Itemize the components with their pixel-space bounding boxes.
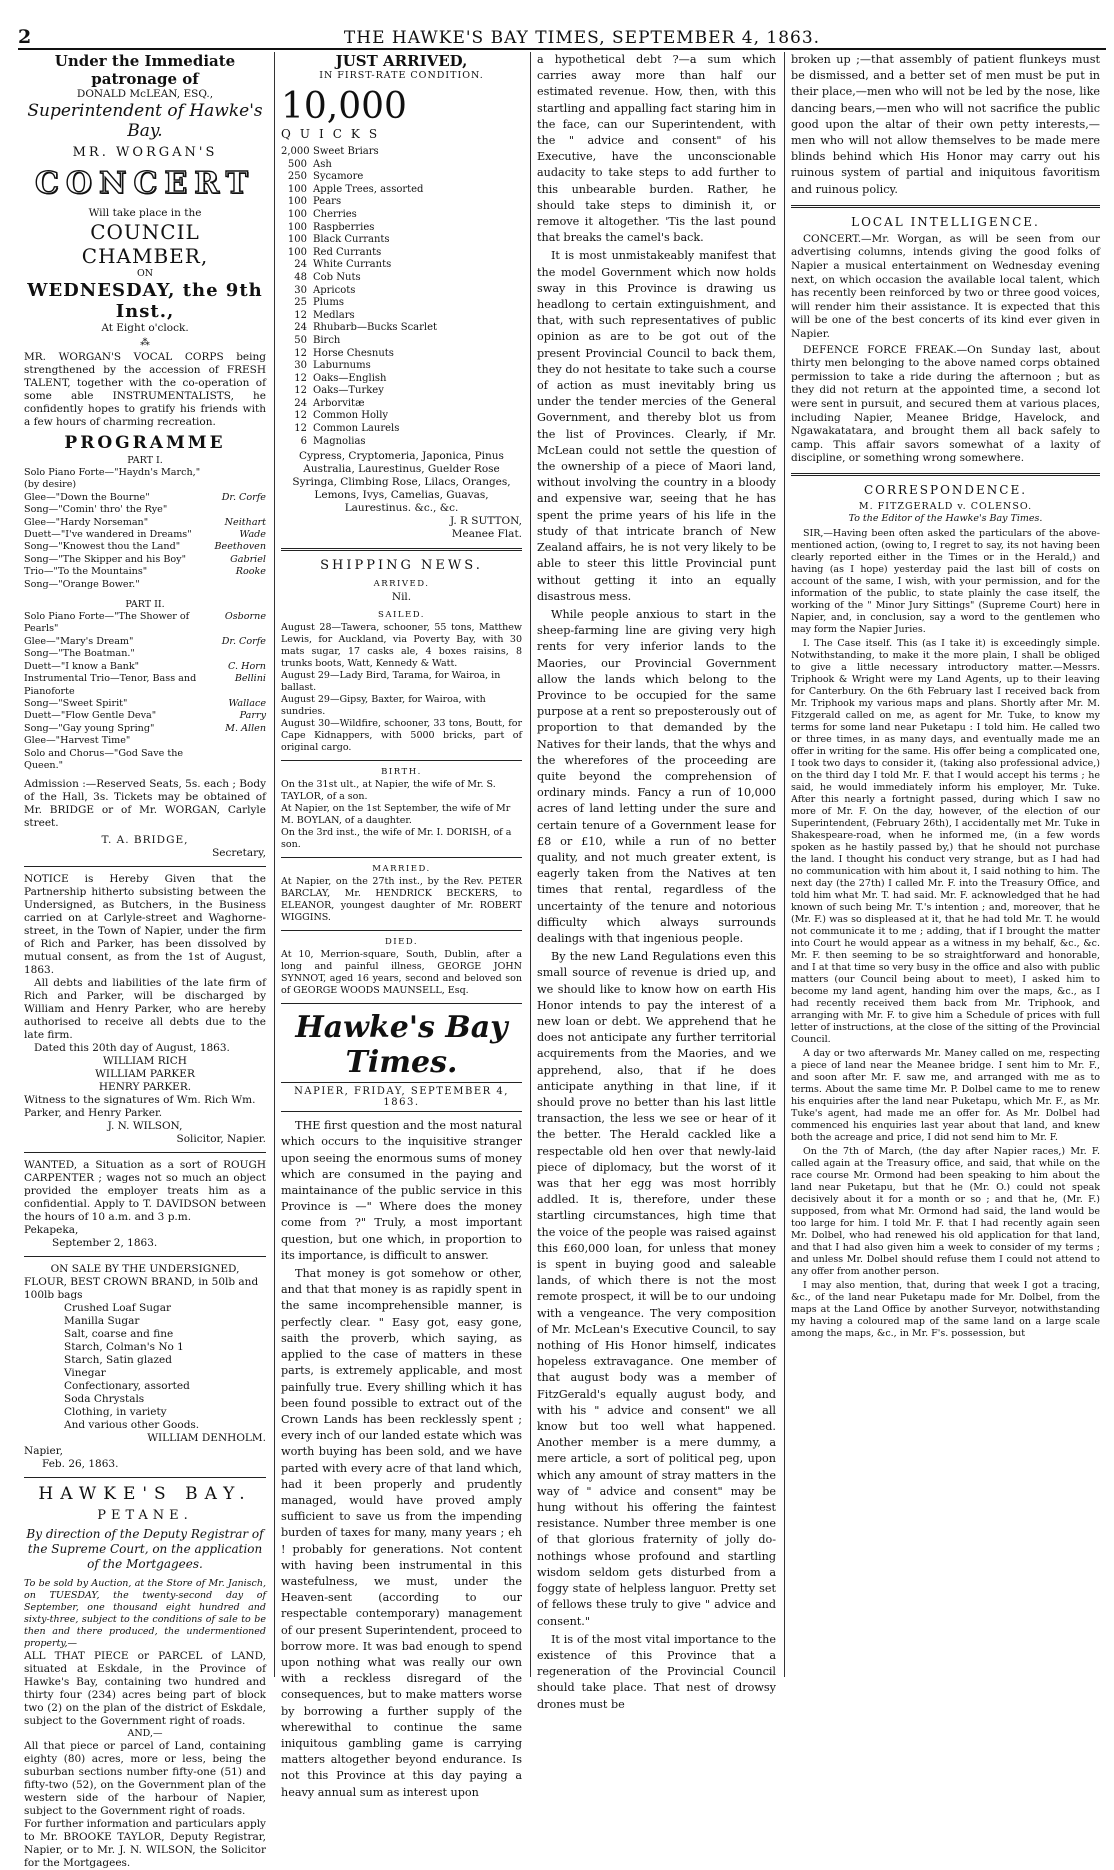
notice-witness: Witness to the signatures of Wm. Rich Wm. Parker, and Henry Parker. — [24, 1094, 256, 1120]
programme-item — [24, 648, 266, 660]
sale-item: Manilla Sugar — [64, 1315, 140, 1328]
programme-item — [24, 529, 266, 541]
programme-title: PROGRAMME — [64, 433, 226, 453]
sailed-4: August 30—Wildfire, schooner, 33 tons, Boutt, for Cape Kidnappers, with 5000 bricks, part of original cargo. — [281, 718, 522, 754]
programme-item — [24, 636, 266, 648]
programme-item-author: Beethoven — [214, 541, 266, 553]
arrived-sub: IN FIRST-RATE CONDITION. — [319, 70, 484, 81]
sale-place: Napier, — [24, 1445, 63, 1458]
nursery-place: Meanee Flat. — [451, 528, 522, 541]
nursery-item — [281, 247, 522, 260]
programme-item — [24, 673, 266, 698]
sale-item: And various other Goods. — [64, 1419, 200, 1432]
nursery-name: Laburnums — [313, 360, 371, 372]
secretary-name: T. A. BRIDGE, — [101, 834, 189, 847]
concert-intro: MR. WORGAN'S VOCAL CORPS being strengthened by the accession of FRESH TALENT, together with the co-operation of some able INSTRUMENTALISTS, he confidently hopes to gratify his friends with a few hours of charming recreation. — [24, 351, 266, 428]
columns — [18, 52, 1106, 1870]
programme-item — [24, 748, 266, 773]
arrived-title: JUST ARRIVED, — [335, 52, 468, 70]
nursery-qty: 100 — [287, 246, 307, 258]
programme-item-author — [215, 467, 267, 492]
programme-item — [24, 517, 266, 529]
nursery-qty: 100 — [287, 208, 307, 220]
nursery-item — [281, 222, 522, 235]
column-3 — [530, 52, 782, 1711]
auction-further: For further information and particulars apply to Mr. BROOKE TAYLOR, Deputy Registrar, Napier, or to Mr. J. N. WILSON, the Solicitor for the Mortgagees. — [24, 1818, 266, 1870]
programme-item-title: Glee—"Mary's Dream" — [24, 635, 134, 647]
nursery-item — [281, 360, 522, 373]
nursery-item — [281, 184, 522, 197]
birth-1: On the 31st ult., at Napier, the wife of Mr. S. TAYLOR, of a son. — [281, 779, 496, 803]
concert-time: At Eight o'clock. — [101, 322, 189, 334]
programme-item-author — [215, 579, 267, 591]
nursery-qty: 48 — [294, 271, 307, 283]
nursery-name: Birch — [313, 334, 341, 346]
sale-item: Confectionary, assorted — [64, 1380, 190, 1393]
correspondence-title: CORRESPONDENCE. — [863, 482, 1028, 497]
on-label: ON — [136, 268, 154, 279]
programme-part2 — [24, 611, 266, 772]
programme-item-title: Glee—"Harvest Time" — [24, 735, 131, 747]
nursery-qty: 12 — [294, 423, 307, 435]
programme-item-author: Rooke — [235, 566, 266, 578]
programme-item-author: Wallace — [228, 697, 266, 709]
programme-item-title: Song—"Sweet Spirit" — [24, 697, 128, 709]
sale-item: Crushed Loaf Sugar — [64, 1302, 171, 1315]
programme-item — [24, 541, 266, 553]
col3-para-2: It is most unmistakeably manifest that the model Government which now holds sway in this Province is drawing us headlong to certain extinguishment, and that, with such representatives of public opinion as are to be got out of the present Provincial Council to back them, they do not hesitate to take such a course of action as must inevitably bring us under the tender mercies of the General Government, and thereby blot us from the list of Provinces. Clearly, if Mr. McLean could not settle the question of the ownership of a piece of Maori land, without involving the country in a bloody and expensive war, seeing that he has spent the prime years of his life in the study of that intricate branch of New Zealand affairs, he is not very likely to be able to steer this little Provincial punt without getting it into an equally disastrous mess. — [537, 249, 776, 603]
nursery-item — [281, 348, 522, 361]
programme-item-author: Dr. Corfe — [221, 635, 266, 647]
auction-title: HAWKE'S BAY. — [38, 1484, 252, 1505]
programme-item-author: Neithart — [224, 516, 266, 528]
arrived-heading: ARRIVED. — [373, 579, 430, 590]
letter-para-5: I may also mention, that, during that week I got a tracing, &c., of the land near Puketapu made for Mr. Dolbel, from the maps at the Land Office by another Surveyor, notwithstanding my having a coloured map of the same land on a large scale among the maps, &c., in Mr. F's. possession, but — [791, 1279, 1100, 1339]
programme-item — [24, 504, 266, 516]
notice-text2: All debts and liabilities of the late firm of Rich and Parker, will be discharged by William and Henry Parker, who are hereby authorised to receive all debts due to the late firm. — [24, 977, 266, 1042]
nursery-name: Rhubarb—Bucks Scarlet — [313, 322, 438, 334]
nursery-name: Red Currants — [313, 246, 382, 258]
nursery-list — [281, 146, 522, 448]
wanted-text: WANTED, a Situation as a sort of ROUGH CARPENTER ; wages not so much an object provided the employer treats him as a confidential. Apply to T. DAVIDSON between the hours of 10 a.m. and 3 p.m. — [24, 1159, 266, 1224]
letter-para-2: I. The Case itself. This (as I take it) is exceedingly simple. Notwithstanding, to make it the more plain, I shall be obliged to give a little necessary introductory matter.—Messrs. Triphook & Wright were my Land Agents, up to their leaving for Canterbury. On the 6th February last I received back from Mr. Triphook my various maps and plans. Shortly after Mr. M. Fitzgerald called on me, as agent for Mr. Tuke, to know my terms for some land near Puketapu : I told him. He called two or three times, in as many days, and eventually made me an offer in writing for the same. His offer being a complicated one, I took two days to consider it, (taking also professional advice,) on the third day I told Mr. F. that I would accept his terms ; he said, he would immediately inform his employer, Mr. Tuke. After this nearly a fortnight passed, during which I saw no more of Mr. F. On the day, however, of the election of our Superintendent, (February 26th), I accidentally met Mr. Tuke in Shakespeare-road, when he informed me, (in a few words spoken as he hastily passed by,) that he should not purchase the land. I thought his conduct very strange, but as I had had no communication with him about it, I said nothing to him. The next day (the 27th) I called Mr. F. into the Treasury Office, and told him what Mr. T. had said. Mr. F. acknowledged that he had known of such being Mr. T.'s intention ; and, moreover, that he (Mr. F.) was so displeased at it, that he had told Mr. T. he would not communicate it to me ; adding, that if I brought the matter into Court he would appear as a witness in my behalf, &c., &c. Mr. F. then seeming to be so straightforward and honorable, and I at that time so very busy in the office and also with public matters (our Council being about to meet), I asked him to become my land agent, handing him over the maps, &c., as I had recently received them back from Mr. Triphook, and arranging with Mr. F. to give him a Schedule of prices with full letter of instructions, at the close of the sitting of the Provincial Council. — [791, 637, 1100, 1045]
nursery-qty: 500 — [287, 158, 307, 170]
nursery-item — [281, 234, 522, 247]
nursery-name: Cherries — [313, 208, 357, 220]
programme-item-author: Wade — [239, 529, 266, 541]
birth-title: BIRTH. — [381, 767, 422, 778]
nursery-item — [281, 423, 522, 436]
nursery-signer: J. R SUTTON, — [449, 515, 522, 528]
died-notices — [281, 937, 522, 997]
concert-advert: Under the Immediate patronage of DONALD McLEAN, ESQ., Superintendent of Hawke's Bay. MR. WORGAN'S CONCERT Will take place in the COUNCIL CHAMBER, ON WEDNESDAY, the 9th Inst., At Eight o'clock. ⁂ MR. WORGAN'S VOCAL CORPS being strengthened by the accession of FRESH TALENT, together with the co-operation of some able INSTRUMENTALISTS, he confidently hopes to gratify his friends with a few hours of charming recreation. PROGRAMME PART I. Solo Piano Forte—"Haydn's March," (by desire) Glee—"Down the Bourne" Dr. Corfe Song—"Comin' thro' the Rye" Glee—"Hardy Norseman" Neithart Duett—"I've wandered in Dreams" Wade Song—"Knowest thou the Land" Beethoven Song—"The Skipper and his Boy" Gabriel Trio—"To the Mountains" Rooke Song—"Orange Bower." PART II. Solo Piano Forte—"The Shower of Pearls" Osborne Glee—"Mary's Dream" Dr. Corfe Song—"The Boatman." Duett—"I know a Bank" C. Horn Instrumental Trio—Tenor, Bass and Pianoforte Bellini Song—"Sweet Spirit" Wallace Duett—"Flow Gentle Deva" Parry Song—"Gay young Spring" M. Allen Glee—"Harvest Time" Solo and Chorus—"God Save the Queen." Admission :—Reserved Seats, 5s. each ; Body of the Hall, 3s. Tickets may be obtained of Mr. BRIDGE or of Mr. WORGAN, Carlyle street. T. A. BRIDGE, Secretary, — [24, 52, 266, 860]
nursery-qty: 30 — [294, 284, 307, 296]
programme-item-title: Glee—"Hardy Norseman" — [24, 516, 149, 528]
married-notices — [281, 864, 522, 924]
programme-item-author: Parry — [239, 710, 266, 722]
nursery-qty: 24 — [294, 322, 307, 334]
nursery-name: Oaks—Turkey — [313, 385, 384, 397]
programme-item-author: M. Allen — [225, 722, 266, 734]
patron-name: DONALD McLEAN, ESQ., — [76, 88, 214, 100]
sale-item: Starch, Satin glazed — [64, 1354, 172, 1367]
nursery-more: Cypress, Cryptomeria, Japonica, Pinus Australia, Laurestinus, Guelder Rose Syringa, Climbing Rose, Lilacs, Oranges, Lemons, Ivys, Camelias, Guavas, Laurestinus. &c., &c. — [292, 450, 511, 515]
nursery-item — [281, 159, 522, 172]
nursery-qty: 250 — [287, 171, 307, 183]
programme-item — [24, 735, 266, 747]
letter-para-1: SIR,—Having been often asked the particulars of the above-mentioned action, (owing to, I regret to say, its not having been clearly reported either in the Times or in the Herald,) and having (as I hope) yesterday paid the last bill of costs on account of the same, I wish, with your permission, and for the information of the public, to state plainly the case itself, the working of the " Minor Jury Sittings" (Supreme Court) here in Napier, and, in conclusion, say a word to the gentlemen who may form the Napier Juries. — [791, 527, 1100, 635]
witness-role: Solicitor, Napier. — [176, 1133, 266, 1146]
nursery-qty: 100 — [287, 221, 307, 233]
programme-item — [24, 492, 266, 504]
page-number: 2 — [18, 26, 32, 48]
auction-direction: By direction of the Deputy Registrar of the Supreme Court, on the application of the Mortgagees. — [26, 1527, 264, 1572]
auction-lot2: All that piece or parcel of Land, containing eighty (80) acres, more or less, being the suburban sections number fifty-one (51) and fifty-two (52), on the Government plan of the western side of the harbour of Napier, subject to the Government right of roads. — [24, 1740, 266, 1818]
paper-title: Hawke's Bay Times. — [295, 1010, 508, 1081]
programme-item-title: Song—"The Boatman." — [24, 648, 135, 660]
sale-item: Clothing, in variety — [64, 1406, 167, 1419]
leader-para-1: THE first question and the most natural which occurs to the inquisitive stranger upon seeing the enormous sums of money which are consumed in the paying and maintainance of the public service in this Province is —" Where does the money come from ?" Truly, a most important question, but one which, in proportion to its importance, is difficult to answer. — [281, 1119, 522, 1262]
nursery-item — [281, 436, 522, 449]
sale-advert — [24, 1263, 266, 1471]
nursery-name: Medlars — [313, 309, 355, 321]
programme-item-author: C. Horn — [227, 660, 266, 672]
sailed-heading: SAILED. — [378, 610, 425, 621]
programme-item-title: Instrumental Trio—Tenor, Bass and Pianoforte — [24, 673, 197, 697]
nursery-name: White Currants — [313, 259, 392, 271]
nursery-item — [281, 398, 522, 411]
birth-3: On the 3rd inst., the wife of Mr. I. DORISH, of a son. — [281, 827, 512, 851]
nursery-qty: 50 — [294, 334, 307, 346]
column-2 — [274, 52, 528, 1799]
programme-item — [24, 579, 266, 591]
patronage-line: Under the Immediate patronage of — [54, 52, 236, 88]
nursery-name: Horse Chesnuts — [313, 347, 394, 359]
notice-sign1: WILLIAM RICH — [103, 1055, 187, 1068]
birth-notices — [281, 767, 522, 851]
nursery-item — [281, 259, 522, 272]
nursery-advert — [281, 52, 522, 541]
nursery-name: Cob Nuts — [313, 271, 361, 283]
programme-item-title: Song—"The Skipper and his Boy" — [24, 553, 186, 565]
col3-para-4: By the new Land Regulations even this small source of revenue is dried up, and we should like to know how on earth His Honor intends to pay the interest of a new loan or debt. We apprehend that he does not anticipate any further territorial acquirements from the Maories, and we apprehend, also, that if he does anticipate anything in that line, if it should prove no better than his last little transaction, the less we see or hear of it the better. The Herald cackled like a respectable old hen over that newly-laid piece of diplomacy, but the worst of it was that her egg was most horribly addled. It is, therefore, under these startling circumstances, high time that the voice of the people was raised against this £60,000 loan, for unless that money is spent in buying good and saleable lands, of which there is not the most remote prospect, it will be to our undoing with a vengeance. The very composition of Mr. McLean's Executive Council, to say nothing of His Honor himself, indicates hopeless extravagance. One member of that august body was a member of FitzGerald's equally august body, and with his " advice and consent" we all know but too well what happened. Another member is a mere dummy, a mere article, a sort of political peg, upon which any amount of stray matters in the way of " advice and consent" may be hung without his offering the faintest resistance. Number three member is one of that glorious fraternity of jolly do-nothings whose profound and startling wisdom seldom gets disturbed from a foggy state of helpless languor. Pretty set of fellows these truly to give " advice and consent." — [537, 950, 776, 1628]
programme-item-title: Song—"Gay young Spring" — [24, 722, 155, 734]
nursery-name: Black Currants — [313, 234, 390, 246]
nursery-name: Magnolias — [313, 435, 366, 447]
wanted-place: Pekapeka, — [24, 1224, 79, 1237]
nursery-name: Apricots — [313, 284, 356, 296]
nursery-qty: 12 — [294, 347, 307, 359]
correspondence-to: To the Editor of the Hawke's Bay Times. — [848, 512, 1043, 524]
admission: Admission :—Reserved Seats, 5s. each ; Body of the Hall, 3s. Tickets may be obtained of Mr. BRIDGE or of Mr. WORGAN, Carlyle street. — [24, 778, 266, 830]
part2-title: PART II. — [125, 599, 165, 611]
programme-item-title: Solo Piano Forte—"Haydn's March," (by desire) — [24, 467, 201, 491]
nursery-name: Sweet Briars — [313, 146, 379, 157]
sale-date: Feb. 26, 1863. — [42, 1458, 119, 1471]
secretary-role: Secretary, — [212, 847, 266, 860]
died-1: At 10, Merrion-square, South, Dublin, after a long and painful illness, GEORGE JOHN SYNNOT, aged 16 years, second and beloved son of GEORGE WOODS MAUNSELL, Esq. — [281, 949, 522, 997]
programme-item — [24, 710, 266, 722]
auction-lot1: ALL THAT PIECE or PARCEL of LAND, situated at Eskdale, in the Province of Hawke's Bay, containing two hundred and thirty four (234) acres being part of block two (2) on the plan of the district of Eskdale, subject to the Government right of roads. — [24, 1650, 266, 1728]
sale-title: ON SALE BY THE UNDERSIGNED, — [50, 1263, 240, 1276]
nursery-name: Common Holly — [313, 410, 389, 422]
programme-item-title: Trio—"To the Mountains" — [24, 566, 148, 578]
defence-note: DEFENCE FORCE FREAK.—On Sunday last, about thirty men belonging to the above named corps obtained permission to take a ride during the afternoon ; but as they did not return at the appointed time, a second lot were sent in pursuit, and secured them at various places, including Napier, Meanee Bridge, Havelock, and Ngawakatatara, and brought them all back safely to camp. This affair savors somewhat of a laxity of discipline, or something wrong somewhere. — [791, 343, 1100, 465]
programme-item-author: Dr. Corfe — [221, 491, 266, 503]
programme-item-author: Osborne — [224, 611, 266, 623]
wanted-advert — [24, 1159, 266, 1250]
sale-item: Vinegar — [64, 1367, 106, 1380]
correspondence-sub: M. FITZGERALD v. COLENSO. — [858, 500, 1033, 512]
nursery-qty: 100 — [287, 196, 307, 208]
nursery-qty: 30 — [294, 360, 307, 372]
masthead — [18, 22, 1106, 50]
nursery-item — [281, 146, 522, 159]
local-title: LOCAL INTELLIGENCE. — [851, 214, 1040, 229]
nursery-item — [281, 385, 522, 398]
nursery-item — [281, 171, 522, 184]
nursery-qty: 100 — [287, 183, 307, 195]
sale-item: Salt, coarse and fine — [64, 1328, 174, 1341]
col3-para-5: It is of the most vital importance to the existence of this Province that a regeneration of the Provincial Council should take place. That nest of drowsy drones must be — [537, 1632, 776, 1711]
sale-signer: WILLIAM DENHOLM. — [147, 1432, 266, 1445]
concert-date: WEDNESDAY, the 9th Inst., — [27, 280, 263, 322]
letter-para-3: A day or two afterwards Mr. Maney called on me, respecting a piece of land near the Meanee bridge. I sent him to Mr. F., and soon after Mr. F. saw me, and arranged with me as to terms. About the same time Mr. P. Dolbel came to me to renew his enquiries after the land near Puketapu, which Mr. F., as Mr. Tuke's agent, had made me an offer for. As Mr. Dolbel had commenced his enquiries last year about that land, and knew both the acreage and price, I did not send him to Mr. F. — [791, 1047, 1100, 1143]
shipping-title: SHIPPING NEWS. — [320, 558, 483, 574]
nursery-item — [281, 209, 522, 222]
auction-terms: To be sold by Auction, at the Store of Mr. Janisch, on TUESDAY, the twenty-second day of September, one thousand eight hundred and sixty-three, subject to the conditions of sale to be then and there produced, the undermentioned property,— — [24, 1578, 266, 1650]
nursery-item — [281, 196, 522, 209]
programme-item-title: Solo Piano Forte—"The Shower of Pearls" — [24, 611, 190, 635]
nursery-name: Sycamore — [313, 171, 364, 183]
programme-item-title: Song—"Knowest thou the Land" — [24, 541, 181, 553]
nursery-name: Plums — [313, 297, 344, 309]
programme-item-title: Glee—"Down the Bourne" — [24, 491, 150, 503]
nursery-qty: 25 — [294, 297, 307, 309]
wanted-date: September 2, 1863. — [52, 1237, 158, 1250]
col3-para-3: While people anxious to start in the sheep-farming line are giving very high rents for very inferior lands to the Maories, our Provincial Government allow the lands which belong to the Province to be occupied for the same purpose at a rent so preposterously out of proportion to that demanded by the Natives for their lands, that the whys and the wherefores of the proceeding are quite beyond the comprehension of ordinary minds. Fancy a run of 10,000 acres of land letting under the sure and certain tenure of a Government lease for £8 or £10, while a run of no better quality, and not much greater extent, is eagerly taken from the Natives at ten times that rental, regardless of the uncertainty of the tenure and notorious difficulty which always surrounds dealings with that ingenious people. — [537, 607, 776, 945]
nursery-name: Common Laurels — [313, 423, 400, 435]
programme-item-author — [222, 735, 266, 747]
nursery-item — [281, 322, 522, 335]
notice-dated: Dated this 20th day of August, 1863. — [34, 1042, 230, 1055]
dateline: NAPIER, FRIDAY, SEPTEMBER 4, 1863. — [281, 1082, 522, 1112]
nursery-qty: 12 — [294, 385, 307, 397]
auction-and: AND,— — [127, 1728, 163, 1740]
witness-name: J. N. WILSON, — [107, 1120, 183, 1133]
concert-title: CONCERT — [35, 166, 255, 201]
married-1: At Napier, on the 27th inst., by the Rev. PETER BARCLAY, Mr. HENDRICK BECKERS, to ELEANOR, youngest daughter of Mr. ROBERT WIGGINS. — [281, 876, 522, 924]
nursery-item — [281, 285, 522, 298]
programme-item-title: Solo and Chorus—"God Save the Queen." — [24, 747, 184, 771]
programme-item-author: Bellini — [234, 673, 266, 685]
nursery-name: Ash — [313, 158, 332, 170]
programme-item — [24, 467, 266, 492]
married-title: MARRIED. — [372, 864, 431, 875]
nursery-item — [281, 272, 522, 285]
programme-item-author — [222, 648, 266, 660]
part1-title: PART I. — [127, 455, 163, 466]
nursery-qty: 12 — [294, 372, 307, 384]
nursery-qty: 12 — [294, 410, 307, 422]
notice-sign2: WILLIAM PARKER — [95, 1068, 195, 1081]
sailed-3: August 29—Gipsy, Baxter, for Wairoa, with sundries. — [281, 694, 486, 718]
nursery-qty: 12 — [294, 309, 307, 321]
nursery-name: Arborvitæ — [313, 397, 365, 409]
birth-2: At Napier, on the 1st September, the wife of Mr M. BOYLAN, of a daughter. — [281, 803, 511, 827]
programme-item — [24, 723, 266, 735]
sale-lead: FLOUR, BEST CROWN BRAND, in 50lb and 100lb bags — [24, 1276, 259, 1302]
programme-item — [24, 554, 266, 566]
notice-sign3: HENRY PARKER. — [98, 1081, 192, 1094]
place-intro: Will take place in the — [88, 207, 202, 219]
programme-item — [24, 661, 266, 673]
auction-advert — [24, 1484, 266, 1870]
shipping-news — [281, 558, 522, 754]
notice-text: NOTICE is Hereby Given that the Partnership hitherto subsisting between the Undersigned, as Butchers, in the Business carried on at Carlyle-street and Waghorne-street, in the Town of Napier, under the firm of Rich and Parker, has been dissolved by mutual consent, as from the 1st of August, 1863. — [24, 873, 266, 977]
sailed-2: August 29—Lady Bird, Tarama, for Wairoa, in ballast. — [281, 670, 501, 694]
nursery-item — [281, 373, 522, 386]
nursery-name: Pears — [313, 196, 342, 208]
nursery-item — [281, 410, 522, 423]
big-number: 10,000 — [281, 86, 407, 127]
partnership-notice — [24, 873, 266, 1146]
programme-item-title: Song—"Orange Bower." — [24, 578, 140, 590]
programme-item-author — [215, 504, 267, 516]
programme-item-title: Song—"Comin' thro' the Rye" — [24, 504, 168, 516]
nursery-qty: 24 — [294, 259, 307, 271]
sale-item: Starch, Colman's No 1 — [64, 1341, 184, 1354]
masthead-title: THE HAWKE'S BAY TIMES, SEPTEMBER 4, 1863. — [343, 28, 821, 48]
nursery-item — [281, 335, 522, 348]
presenter: MR. WORGAN'S — [72, 145, 218, 160]
sale-item: Soda Chrystals — [64, 1393, 145, 1406]
nursery-item — [281, 310, 522, 323]
col4-lead: broken up ;—that assembly of patient flunkeys must be dismissed, and a better set of men must be put in their place,—men who will not be led by the nose, like dancing bears,—men who will not sacrifice the public good upon the altar of their own petty interests,—men who will not allow themselves to be made mere blinds behind which His Honor may carry out his ruinous system of partial and iniquitous favoritism and ruinous policy. — [791, 53, 1100, 196]
programme-item-title: Duett—"Flow Gentle Deva" — [24, 710, 157, 722]
column-4 — [784, 52, 1106, 1677]
programme-item — [24, 698, 266, 710]
nursery-qty: 6 — [300, 435, 307, 447]
programme-part1 — [24, 467, 266, 591]
nursery-qty: 24 — [294, 397, 307, 409]
programme-item-title: Duett—"I've wandered in Dreams" — [24, 529, 192, 541]
nursery-qty: 2,000 — [281, 146, 310, 157]
nursery-name: Apple Trees, assorted — [313, 183, 424, 195]
programme-item — [24, 566, 266, 578]
arrived-nil: Nil. — [391, 591, 412, 604]
programme-item-title: Duett—"I know a Bank" — [24, 660, 140, 672]
nursery-qty: 100 — [287, 234, 307, 246]
leader-para-2: That money is got somehow or other, and that that money is as rapidly spent in the same incomprehensible manner, is perfectly clear. " Easy got, easy gone, saith the proverb, which saying, as applied to the case of matters in these parts, is extremely applicable, and most painfully true. Every shilling which it has been found possible to extract out of the Crown Lands has been recklessly spent ; every inch of our landed estate which was worth buying has been sold, and we have parted with every acre of that land which, had it been properly and prudently managed, would have proved amply sufficient to save us from the impending burden of taxes for many, many years ; eh ! probably for generations. Not content with having been instrumental in this wastefulness, we must, under the Heaven-sent (according to our respectable contemporary) management of our present Superintendent, proceed to borrow more. It was bad enough to spend upon nothing what was really our own with a reckless disregard of the consequences, but to make matters worse by borrowing a further supply of the wherewithal to continue the same iniquitous gambling game is carrying matters altogether beyond endurance. Is not this Province at this day paying a heavy annual sum as interest upon — [281, 1267, 522, 1799]
place: COUNCIL CHAMBER, — [81, 220, 209, 268]
col3-para-1: a hypothetical debt ?—a sum which carries away more than half our estimated revenue. How, then, with this startling and appalling fact staring him in the face, can our Superintendent, with the " advice and consent" of his Executive, have the unconscionable audacity to take steps to add further to this unbearable burden. Rather, he should take steps to diminish it, or remove it altogether. 'Tis the last pound that breaks the camel's back. — [537, 53, 776, 245]
nursery-name: Raspberries — [313, 221, 375, 233]
column-1 — [18, 52, 272, 1870]
concert-note: CONCERT.—Mr. Worgan, as will be seen from our advertising columns, intends giving the good folks of Napier a musical entertainment on Wednesday evening next, on which occasion the available local talent, which has recently been reinforced by two or three good voices, will render him their assistance. It is expected that this will be one of the best concerts of its kind ever given in Napier. — [791, 232, 1100, 340]
big-item: QUICKS — [281, 127, 387, 141]
patron-office: Superintendent of Hawke's Bay. — [27, 101, 263, 141]
auction-sub: PETANE. — [97, 1508, 193, 1524]
nursery-item — [281, 297, 522, 310]
died-title: DIED. — [384, 937, 419, 948]
sale-items — [24, 1302, 266, 1432]
programme-item-author: Gabriel — [230, 553, 266, 565]
nursery-name: Oaks—English — [313, 372, 387, 384]
letter-para-4: On the 7th of March, (the day after Napier races,) Mr. F. called again at the Treasury office, and said, that while on the race course Mr. Ormond had been speaking to him about the land near Puketapu, but that he (Mr. O.) could not speak decisively about it for a month or so ; and that he, (Mr. F.) supposed, from what Mr. Ormond had said, the land would be too large for him. I told Mr. F. that I had recently again seen Mr. Dolbel, who had renewed his old application for that land, and that I had also given him a week to consider of my terms ; and unless Mr. Dolbel should refuse them I could not attend to any offer from another person. — [791, 1145, 1100, 1277]
programme-item — [24, 611, 266, 636]
sailed-1: August 28—Tawera, schooner, 55 tons, Matthew Lewis, for Auckland, via Poverty Bay, with 30 mats sugar, 17 casks ale, 4 boxes raisins, 8 trunks boots, Watt, Kennedy & Watt. — [281, 622, 522, 670]
programme-item-author — [222, 748, 266, 773]
